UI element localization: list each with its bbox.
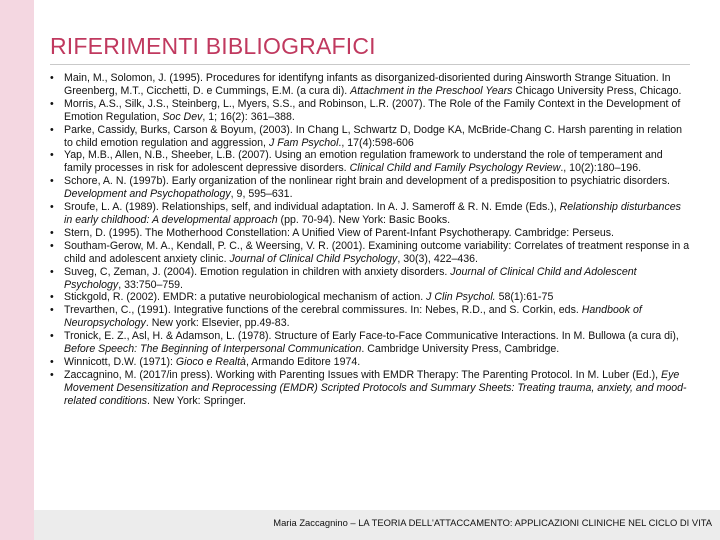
reference-item [50,304,690,330]
reference-item [50,291,690,304]
title-divider [50,64,690,65]
reference-text: , Armando Editore 1974. [245,355,361,368]
sidebar-accent-bar [0,0,34,540]
reference-italic-title: Eye Movement Desensitization and Reprocessing (EMDR) Scripted Protocols and Summary Sheets: Treating trauma, anxiety, and mood-related conditions [64,368,687,407]
reference-italic-title: J Clin Psychol. [426,291,496,304]
reference-italic-title: Journal of Clinical Child Psychology [229,252,398,265]
reference-text: , 33:750–759. [118,278,183,291]
reference-text: Chicago University Press, Chicago. [512,84,682,97]
reference-item [50,124,690,150]
reference-italic-title: Development and Psychopathology [64,188,231,201]
reference-text: Zaccagnino, M. (2017/in press). Working with Parenting Issues with EMDR Therapy: The Parenting Protocol. In M. Luber (Ed.), [64,368,662,381]
footer-bar [34,510,720,540]
slide-title: RIFERIMENTI BIBLIOGRAFICI [50,33,376,59]
reference-italic-title: Attachment in the Preschool Years [350,84,513,97]
reference-text: (pp. 70-94). New York: Basic Books. [277,213,451,226]
reference-item [50,356,690,369]
reference-text: Southam-Gerow, M. A., Kendall, P. C., & Weersing, V. R. (2001). Examining outcome variability: Correlates of treatment response in a child and adolescent anxiety clinic. [64,239,690,265]
reference-text: ., 10(2):180–196. [560,162,642,175]
reference-item [50,240,690,266]
reference-text: Sroufe, L. A. (1989). Relationships, self, and individual adaptation. In A. J. Sameroff & R. N. Emde (Eds.), [64,201,560,214]
reference-text: Trevarthen, C., (1991). Integrative functions of the cerebral commissures. In: Nebes, R.D., and S. Corkin, eds. [64,304,582,317]
reference-text: Yap, M.B., Allen, N.B., Sheeber, L.B. (2007). Using an emotion regulation framework to understand the role of temperament and family processes in risk for adolescent depressive disorders. [64,149,663,175]
reference-italic-title: Relationship disturbances in early childhood: A developmental approach [64,201,681,226]
reference-text: . New york: Elsevier, pp.49-83. [145,317,290,330]
reference-text: , 9, 595–631. [230,188,293,201]
reference-text: Schore, A. N. (1997b). Early organization of the nonlinear right brain and development of a predisposition to psychiatric disorders. [64,175,670,188]
reference-item [50,266,690,292]
reference-text: Winnicott, D.W. (1971): [64,355,176,368]
reference-italic-title: Clinical Child and Family Psychology Review [349,162,561,175]
reference-text: , 30(3), 422–436. [397,252,479,265]
reference-italic-title: Before Speech: The Beginning of Interpersonal Communication [64,343,362,356]
reference-text: Stickgold, R. (2002). EMDR: a putative neurobiological mechanism of action. [64,291,427,304]
reference-item [50,175,690,201]
reference-text: ., 17(4):598-606 [338,136,414,149]
reference-text: . Cambridge University Press, Cambridge. [361,343,560,356]
reference-text: Main, M., Solomon, J. (1995). Procedures for identifyng infants as disorganized-disoriented during Ainsworth Strange Situation. In Greenberg, M.T., Cicchetti, D. e Cummings, E.M. (a cura di). [64,72,671,97]
reference-item [50,149,690,175]
reference-list [50,72,690,408]
reference-item [50,369,690,408]
reference-item [50,98,690,124]
reference-item [50,227,690,240]
reference-item [50,72,690,98]
reference-italic-title: J Fam Psychol [268,136,339,149]
reference-italic-title: Handbook of Neuropsychology [64,304,642,330]
reference-italic-title: Gioco e Realtà [175,355,246,368]
footer-text: Maria Zaccagnino – LA TEORIA DELL'ATTACCAMENTO: APPLICAZIONI CLINICHE NEL CICLO DI VITA [273,517,712,528]
reference-text: . New York: Springer. [147,394,246,407]
reference-text: Suveg, C, Zeman, J. (2004). Emotion regulation in children with anxiety disorders. [64,265,451,278]
reference-text: Tronick, E. Z., Asl, H. & Adamson, L. (1978). Structure of Early Face-to-Face Communicative Interactions. In M. Bullowa (a cura di), [64,330,679,343]
reference-item [50,330,690,356]
reference-text: Parke, Cassidy, Burks, Carson & Boyum, (2003). In Chang L, Schwartz D, Dodge KA, McBride-Chang C. Harsh parenting in relation to child emotion regulation and aggression, [64,123,683,149]
reference-italic-title: Journal of Clinical Child and Adolescent Psychology [64,265,637,291]
reference-italic-title: Soc Dev [162,110,203,123]
reference-text: 58(1):61-75 [495,291,554,304]
reference-text: Stern, D. (1995). The Motherhood Constellation: A Unified View of Parent-Infant Psychotherapy. Cambridge: Perseus. [64,226,614,239]
reference-text: Morris, A.S., Silk, J.S., Steinberg, L., Myers, S.S., and Robinson, L.R. (2007). The Role of the Family Context in the Development of Emotion Regulation, [64,97,681,123]
reference-item [50,201,690,227]
reference-text: , 1; 16(2): 361–388. [202,110,295,123]
